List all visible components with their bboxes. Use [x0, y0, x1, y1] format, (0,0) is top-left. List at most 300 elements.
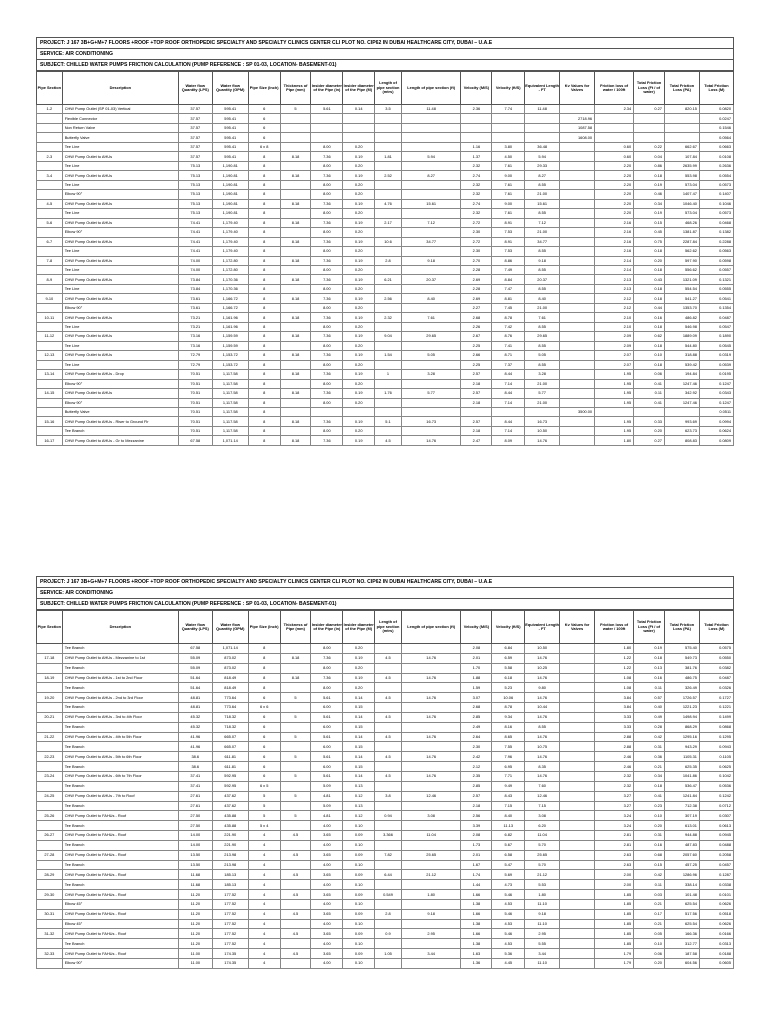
- table-row: [37, 417, 734, 426]
- table-row: [37, 408, 734, 417]
- table-row: [37, 256, 734, 265]
- value-cell: 2.00: [595, 880, 634, 890]
- value-cell: 8: [248, 341, 280, 350]
- value-cell: 11.10: [525, 959, 560, 969]
- description-cell: Elbow 90°: [62, 190, 178, 199]
- pipe-section-cell: [37, 840, 63, 850]
- value-cell: 4.5: [375, 436, 402, 445]
- value-cell: [375, 379, 402, 388]
- value-cell: 70.51: [178, 389, 212, 398]
- value-cell: 0.1221: [699, 703, 733, 713]
- value-cell: 4: [248, 831, 280, 841]
- value-cell: [280, 899, 311, 909]
- value-cell: 0.0488: [699, 840, 733, 850]
- value-cell: 194.84: [664, 370, 699, 379]
- value-cell: 0.0307: [699, 811, 733, 821]
- table-row: [37, 190, 734, 199]
- value-cell: 6: [248, 133, 280, 142]
- value-cell: 72.79: [178, 360, 212, 369]
- value-cell: 0.1046: [699, 199, 733, 208]
- value-cell: 625.35: [664, 762, 699, 772]
- value-cell: 8.00: [311, 142, 343, 151]
- value-cell: 6.00: [311, 762, 343, 772]
- value-cell: 0.0382: [699, 663, 733, 673]
- value-cell: 2.16: [595, 218, 634, 227]
- table-row: [37, 152, 734, 161]
- value-cell: 8: [248, 313, 280, 322]
- value-cell: 8.55: [525, 209, 560, 218]
- value-cell: 4: [248, 959, 280, 969]
- value-cell: 1.38: [461, 939, 492, 949]
- value-cell: 1241.84: [664, 791, 699, 801]
- value-cell: 7.36: [311, 417, 343, 426]
- pipe-section-cell: 23-24: [37, 771, 63, 781]
- value-cell: 8: [248, 218, 280, 227]
- pipe-section-cell: [37, 398, 63, 407]
- value-cell: 613.01: [664, 821, 699, 831]
- value-cell: 2.12: [595, 303, 634, 312]
- value-cell: 0.15: [343, 703, 375, 713]
- pipe-section-cell: [37, 821, 63, 831]
- column-header: Total Friction Loss (PA): [664, 611, 699, 644]
- description-cell: Tee Line: [62, 360, 178, 369]
- description-cell: Tee Branch: [62, 821, 178, 831]
- value-cell: [560, 389, 595, 398]
- value-cell: 0.20: [343, 644, 375, 654]
- value-cell: 221.90: [212, 831, 248, 841]
- value-cell: 8.00: [311, 180, 343, 189]
- pipe-section-cell: 15-16: [37, 417, 63, 426]
- value-cell: 0.34: [634, 199, 665, 208]
- value-cell: [401, 919, 461, 929]
- value-cell: 0.0545: [699, 341, 733, 350]
- value-cell: 213.98: [212, 860, 248, 870]
- value-cell: [375, 303, 402, 312]
- value-cell: 5: [248, 791, 280, 801]
- value-cell: 75.13: [178, 180, 212, 189]
- description-cell: Elbow 90°: [62, 379, 178, 388]
- value-cell: 7.36: [311, 152, 343, 161]
- value-cell: 8.18: [280, 152, 311, 161]
- value-cell: 0.21: [634, 762, 665, 772]
- column-header: Total Friction Loss (Ft / of water): [634, 72, 665, 105]
- value-cell: 8.44: [492, 417, 525, 426]
- description-cell: Tee Branch: [62, 663, 178, 673]
- value-cell: 4: [248, 909, 280, 919]
- value-cell: 2.36: [461, 105, 492, 114]
- value-cell: 2.49: [461, 722, 492, 732]
- value-cell: 1,071.14: [212, 644, 248, 654]
- value-cell: 1.85: [595, 929, 634, 939]
- value-cell: 8.84: [492, 275, 525, 284]
- value-cell: 4.5: [375, 732, 402, 742]
- value-cell: 0.20: [343, 663, 375, 673]
- value-cell: 14.76: [401, 693, 461, 703]
- value-cell: 592.95: [212, 771, 248, 781]
- value-cell: 8: [248, 180, 280, 189]
- header-row: [37, 72, 734, 105]
- value-cell: 0.1727: [699, 693, 733, 703]
- table-row: [37, 379, 734, 388]
- value-cell: 55.09: [178, 653, 212, 663]
- value-cell: 0.18: [634, 171, 665, 180]
- value-cell: 0.20: [343, 398, 375, 407]
- value-cell: 15.61: [401, 199, 461, 208]
- value-cell: 2.81: [595, 840, 634, 850]
- table-row: [37, 771, 734, 781]
- value-cell: 11.13: [492, 821, 525, 831]
- value-cell: 1,190.81: [212, 171, 248, 180]
- value-cell: [401, 303, 461, 312]
- description-cell: CHW Pump Outlet to FAHUs - Roof: [62, 929, 178, 939]
- value-cell: 0.75: [634, 237, 665, 246]
- description-cell: Tee Line: [62, 142, 178, 151]
- value-cell: 0.0809: [699, 436, 733, 445]
- table-row: [37, 389, 734, 398]
- value-cell: 0.41: [634, 791, 665, 801]
- value-cell: [280, 762, 311, 772]
- value-cell: 2.63: [595, 860, 634, 870]
- value-cell: 2.68: [461, 313, 492, 322]
- value-cell: 0.11: [634, 683, 665, 693]
- value-cell: 1353.70: [664, 303, 699, 312]
- column-header: Length of pipe section (mtrs): [375, 611, 402, 644]
- value-cell: 2.10: [595, 313, 634, 322]
- value-cell: 0.60: [595, 142, 634, 151]
- value-cell: 0.0547: [699, 322, 733, 331]
- value-cell: 70.51: [178, 417, 212, 426]
- value-cell: 0.20: [343, 341, 375, 350]
- value-cell: 7.71: [492, 771, 525, 781]
- value-cell: 2.20: [595, 209, 634, 218]
- value-cell: 8.91: [492, 218, 525, 227]
- value-cell: 37.41: [178, 781, 212, 791]
- value-cell: 1247.46: [664, 398, 699, 407]
- value-cell: 6.95: [492, 762, 525, 772]
- value-cell: 0.34: [634, 771, 665, 781]
- value-cell: 517.56: [664, 909, 699, 919]
- value-cell: 38.6: [178, 762, 212, 772]
- value-cell: 0.2636: [699, 161, 733, 170]
- value-cell: [280, 209, 311, 218]
- value-cell: 5.70: [525, 860, 560, 870]
- value-cell: [664, 114, 699, 123]
- value-cell: 1.73: [461, 840, 492, 850]
- value-cell: 3.65: [311, 831, 343, 841]
- value-cell: [401, 180, 461, 189]
- value-cell: 8.55: [525, 284, 560, 293]
- value-cell: 5.23: [492, 683, 525, 693]
- value-cell: 8: [248, 398, 280, 407]
- value-cell: 0.27: [634, 105, 665, 114]
- value-cell: 0.1499: [699, 712, 733, 722]
- table-row: [37, 801, 734, 811]
- value-cell: 2.42: [461, 752, 492, 762]
- value-cell: 0.0573: [699, 209, 733, 218]
- value-cell: 8: [248, 152, 280, 161]
- value-cell: 0.0541: [699, 294, 733, 303]
- column-header: Water flow Quantity (GPM): [212, 72, 248, 105]
- value-cell: 0.13: [343, 801, 375, 811]
- value-cell: 3.24: [595, 821, 634, 831]
- value-cell: 4.00: [311, 860, 343, 870]
- value-cell: 8.00: [311, 379, 343, 388]
- value-cell: 1.85: [595, 909, 634, 919]
- value-cell: 2.81: [595, 831, 634, 841]
- value-cell: 0.28: [634, 722, 665, 732]
- value-cell: 2.34: [595, 105, 634, 114]
- value-cell: 2718.96: [560, 114, 595, 123]
- value-cell: 37.57: [178, 133, 212, 142]
- value-cell: 0.18: [634, 294, 665, 303]
- value-cell: 8.18: [280, 218, 311, 227]
- pipe-section-cell: 4-5: [37, 199, 63, 208]
- table-row: [37, 247, 734, 256]
- value-cell: 0.15: [634, 860, 665, 870]
- value-cell: [280, 379, 311, 388]
- pipe-section-cell: [37, 683, 63, 693]
- value-cell: 73.16: [178, 341, 212, 350]
- value-cell: 6: [248, 762, 280, 772]
- value-cell: 8.40: [401, 294, 461, 303]
- value-cell: [280, 303, 311, 312]
- value-cell: 2057.60: [664, 850, 699, 860]
- value-cell: 0.0555: [699, 284, 733, 293]
- value-cell: 21.00: [525, 398, 560, 407]
- value-cell: 7.12: [525, 218, 560, 227]
- value-cell: 342.92: [664, 389, 699, 398]
- value-cell: [280, 801, 311, 811]
- value-cell: 7.36: [311, 199, 343, 208]
- value-cell: 0.0108: [699, 152, 733, 161]
- value-cell: 0.18: [634, 247, 665, 256]
- description-cell: Tee Line: [62, 322, 178, 331]
- value-cell: [280, 133, 311, 142]
- description-cell: Butterfly Valve: [62, 133, 178, 142]
- value-cell: [401, 265, 461, 274]
- table-row: [37, 105, 734, 114]
- value-cell: 6.20: [525, 821, 560, 831]
- value-cell: 1,153.72: [212, 351, 248, 360]
- value-cell: [375, 142, 402, 151]
- value-cell: [401, 860, 461, 870]
- value-cell: 1.95: [595, 379, 634, 388]
- value-cell: 0.0166: [699, 929, 733, 939]
- value-cell: 0.57: [634, 693, 665, 703]
- value-cell: [401, 644, 461, 654]
- pipe-section-cell: 5-6: [37, 218, 63, 227]
- value-cell: 1.16: [461, 142, 492, 151]
- value-cell: 4.00: [311, 959, 343, 969]
- value-cell: 3.07: [461, 693, 492, 703]
- description-cell: Tee Branch: [62, 781, 178, 791]
- description-cell: CHW Pump Outlet to AHUs: [62, 237, 178, 246]
- value-cell: 0.10: [343, 821, 375, 831]
- value-cell: 0.0550: [699, 653, 733, 663]
- value-cell: 4: [248, 919, 280, 929]
- table-row: [37, 919, 734, 929]
- value-cell: 8: [248, 379, 280, 388]
- value-cell: 8.27: [525, 171, 560, 180]
- value-cell: [375, 209, 402, 218]
- value-cell: 2.64: [461, 732, 492, 742]
- value-cell: 14.00: [178, 840, 212, 850]
- value-cell: 0.41: [634, 398, 665, 407]
- value-cell: 7.41: [492, 341, 525, 350]
- value-cell: 0.12: [343, 791, 375, 801]
- value-cell: 0.20: [343, 161, 375, 170]
- value-cell: 0.1407: [699, 190, 733, 199]
- column-header: Pipe Section: [37, 611, 63, 644]
- value-cell: 4.5: [280, 909, 311, 919]
- value-cell: 1.67: [461, 860, 492, 870]
- column-header: Velocity (ft/S): [492, 611, 525, 644]
- pipe-section-cell: [37, 303, 63, 312]
- value-cell: 562.62: [664, 247, 699, 256]
- value-cell: 3.80: [492, 142, 525, 151]
- value-cell: 0.0563: [699, 247, 733, 256]
- value-cell: [280, 360, 311, 369]
- value-cell: 6 x 6: [248, 703, 280, 713]
- value-cell: 13.50: [178, 850, 212, 860]
- value-cell: 0.19: [343, 332, 375, 341]
- value-cell: 0.19: [343, 436, 375, 445]
- value-cell: 7.15: [492, 801, 525, 811]
- value-cell: [280, 426, 311, 435]
- value-cell: 8.09: [492, 436, 525, 445]
- value-cell: 6.00: [311, 742, 343, 752]
- value-cell: 2.56: [461, 811, 492, 821]
- pipe-section-cell: 30-31: [37, 909, 63, 919]
- value-cell: 0.10: [343, 919, 375, 929]
- description-cell: Tee Branch: [62, 762, 178, 772]
- value-cell: 0.0195: [699, 370, 733, 379]
- value-cell: 21.00: [525, 303, 560, 312]
- value-cell: 8: [248, 303, 280, 312]
- value-cell: 8.18: [280, 673, 311, 683]
- value-cell: 3.39: [461, 821, 492, 831]
- value-cell: 4.5: [280, 831, 311, 841]
- value-cell: [560, 771, 595, 781]
- value-cell: 8.44: [492, 370, 525, 379]
- value-cell: 8.55: [525, 247, 560, 256]
- description-cell: CHW Pump Outlet to FAHUs - Roof: [62, 870, 178, 880]
- value-cell: 0.10: [343, 959, 375, 969]
- value-cell: 8.00: [311, 644, 343, 654]
- table-row: [37, 762, 734, 772]
- value-cell: 2.46: [595, 762, 634, 772]
- value-cell: 0.31: [634, 831, 665, 841]
- value-cell: [280, 880, 311, 890]
- value-cell: 74.41: [178, 247, 212, 256]
- value-cell: 1,161.96: [212, 322, 248, 331]
- value-cell: 8: [248, 284, 280, 293]
- value-cell: 5.61: [311, 105, 343, 114]
- value-cell: [560, 840, 595, 850]
- value-cell: 0.1890: [699, 332, 733, 341]
- value-cell: 2.25: [461, 360, 492, 369]
- table-row: [37, 791, 734, 801]
- value-cell: 0.44: [634, 303, 665, 312]
- value-cell: 868.29: [664, 722, 699, 732]
- value-cell: [375, 781, 402, 791]
- value-cell: [401, 398, 461, 407]
- value-cell: 0.0487: [699, 673, 733, 683]
- value-cell: 0.19: [634, 180, 665, 189]
- value-cell: 0.18: [634, 322, 665, 331]
- value-cell: [560, 909, 595, 919]
- table-row: [37, 880, 734, 890]
- description-cell: CHW Pump Outlet to AHUs - 4th to 5th Floor: [62, 732, 178, 742]
- value-cell: 10.50: [525, 644, 560, 654]
- value-cell: 4.5: [280, 870, 311, 880]
- value-cell: 2.32: [595, 771, 634, 781]
- value-cell: [280, 114, 311, 123]
- value-cell: 381.76: [664, 663, 699, 673]
- value-cell: 8.00: [311, 398, 343, 407]
- value-cell: 604.56: [664, 959, 699, 969]
- column-header: Velocity (M/S): [461, 72, 492, 105]
- value-cell: 2.32: [461, 161, 492, 170]
- value-cell: 73.84: [178, 284, 212, 293]
- value-cell: [401, 880, 461, 890]
- pipe-section-cell: 25-26: [37, 811, 63, 821]
- value-cell: 185.13: [212, 870, 248, 880]
- value-cell: 2.32: [461, 209, 492, 218]
- description-cell: Elbow 90°: [62, 228, 178, 237]
- description-cell: CHW Pump Outlet to AHUs: [62, 389, 178, 398]
- value-cell: 1.70: [461, 663, 492, 673]
- value-cell: 0.62: [634, 332, 665, 341]
- value-cell: 2.18: [461, 398, 492, 407]
- value-cell: 8: [248, 436, 280, 445]
- value-cell: [560, 199, 595, 208]
- value-cell: 1.80: [401, 890, 461, 900]
- value-cell: 0.19: [343, 275, 375, 284]
- description-cell: Tee Line: [62, 247, 178, 256]
- pipe-section-cell: [37, 959, 63, 969]
- value-cell: [280, 123, 311, 132]
- value-cell: 546.98: [664, 322, 699, 331]
- value-cell: 0.2058: [699, 850, 733, 860]
- pipe-section-cell: 29-30: [37, 890, 63, 900]
- value-cell: 5.94: [525, 152, 560, 161]
- value-cell: 7.61: [525, 313, 560, 322]
- table-row: [37, 673, 734, 683]
- value-cell: 2.13: [595, 284, 634, 293]
- value-cell: 8.78: [492, 703, 525, 713]
- value-cell: [560, 294, 595, 303]
- value-cell: [560, 426, 595, 435]
- value-cell: 2.12: [595, 294, 634, 303]
- value-cell: 74.41: [178, 237, 212, 246]
- value-cell: 1,170.36: [212, 284, 248, 293]
- value-cell: 539.42: [664, 360, 699, 369]
- value-cell: 5.61: [311, 693, 343, 703]
- pipe-section-cell: [37, 322, 63, 331]
- value-cell: 0.05: [634, 929, 665, 939]
- value-cell: [401, 959, 461, 969]
- value-cell: 14.76: [401, 712, 461, 722]
- value-cell: 1041.86: [664, 771, 699, 781]
- value-cell: 2.14: [595, 265, 634, 274]
- value-cell: 73.61: [178, 294, 212, 303]
- value-cell: 4.5: [280, 929, 311, 939]
- value-cell: 6.82: [492, 831, 525, 841]
- description-cell: CHW Pump Outlet to AHUs - 5th to 6th Floor: [62, 752, 178, 762]
- value-cell: 2.16: [595, 228, 634, 237]
- value-cell: [375, 123, 402, 132]
